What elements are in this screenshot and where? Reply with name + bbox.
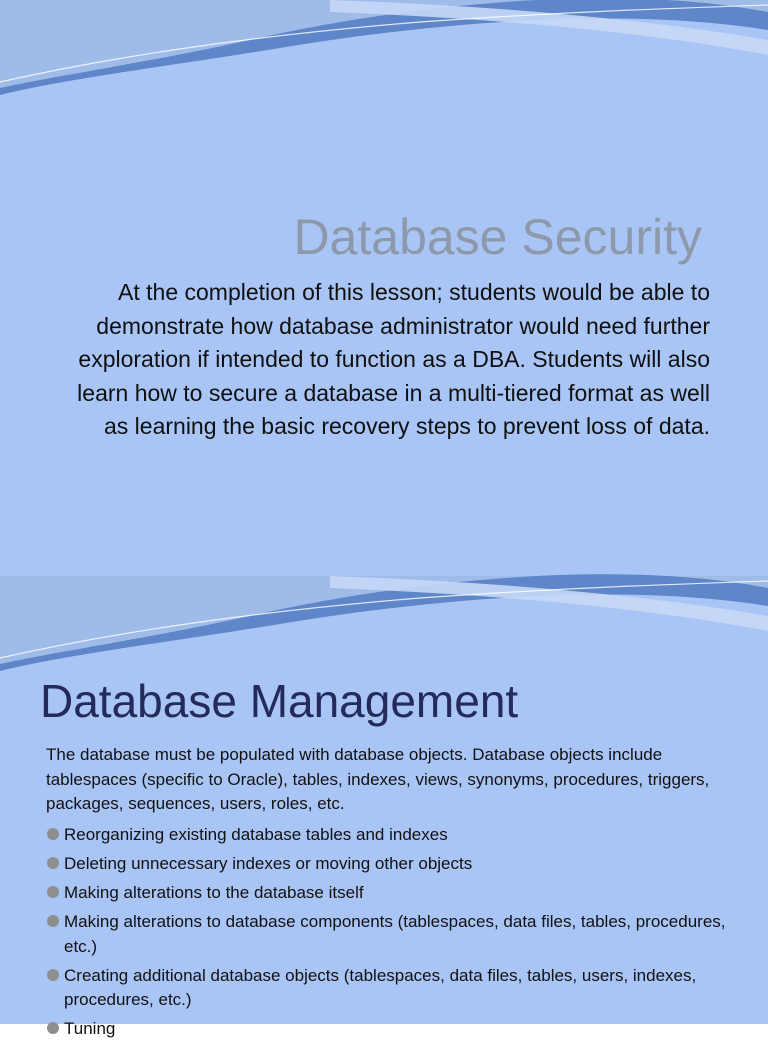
- bullet-text: Tuning: [64, 1019, 116, 1038]
- bullet-text: Making alterations to the database itself: [64, 883, 364, 902]
- list-item: [46, 852, 746, 877]
- header-swoosh: [0, 0, 768, 110]
- bullet-icon: [47, 1022, 59, 1034]
- bullet-text: Creating additional database objects (tablespaces, data files, tables, users, indexes, procedures, etc.): [64, 965, 697, 1009]
- slide-title: Database Management: [40, 675, 519, 727]
- bullet-text: Making alterations to database components (tablespaces, data files, tables, procedures, etc.): [64, 912, 726, 956]
- list-item: [46, 823, 746, 848]
- bullet-icon: [47, 828, 59, 840]
- bullet-icon: [47, 857, 59, 869]
- list-item: [46, 1017, 746, 1042]
- intro-paragraph: The database must be populated with database objects. Database objects include tablespaces (specific to Oracle), tables, indexes, views, synonyms, procedures, triggers, packages, sequences, users, roles, etc.: [46, 745, 710, 813]
- bullet-icon: [47, 886, 59, 898]
- bullet-icon: [47, 969, 59, 981]
- header-swoosh: [0, 576, 768, 686]
- bullet-list: [46, 823, 746, 1046]
- bullet-icon: [47, 915, 59, 927]
- list-item: [46, 910, 746, 959]
- bullet-text: Deleting unnecessary indexes or moving other objects: [64, 854, 473, 873]
- list-item: [46, 881, 746, 906]
- list-item: [46, 964, 746, 1013]
- slide-2: [0, 576, 768, 1038]
- bullet-text: Reorganizing existing database tables and indexes: [64, 825, 448, 844]
- slide-subtitle: At the completion of this lesson; students would be able to demonstrate how database administrator would need further exploration if intended to function as a DBA. Students will also learn how to secure a database in a multi-tiered format as well as learning the basic recovery steps to prevent loss of data.: [77, 279, 710, 440]
- slide-title: Database Security: [293, 209, 702, 265]
